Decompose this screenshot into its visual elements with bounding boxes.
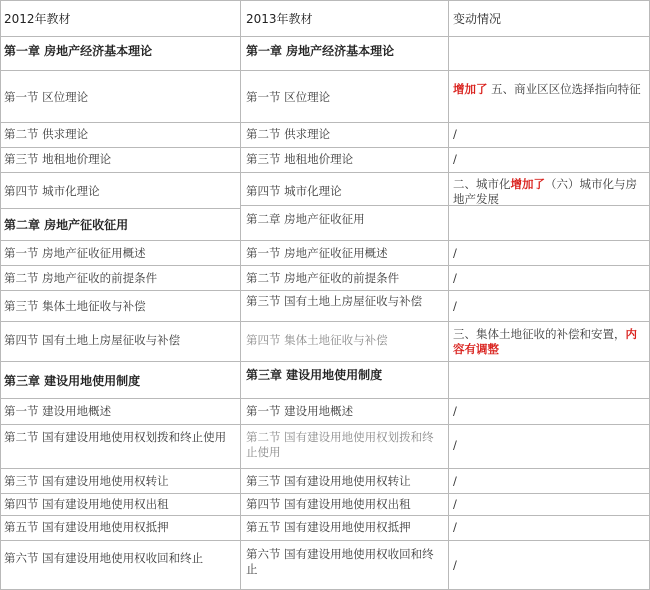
chapter-title: 第三章 建设用地使用制度 bbox=[4, 374, 141, 388]
change-note bbox=[453, 327, 647, 357]
row-divider bbox=[0, 0, 650, 1]
section-2013: 第二节 供求理论 bbox=[246, 127, 331, 141]
change-note: / bbox=[453, 520, 457, 534]
header-2013: 2013年教材 bbox=[246, 12, 313, 26]
change-highlight: 增加了 bbox=[453, 82, 488, 96]
section-2013: 第三节 国有建设用地使用权转让 bbox=[246, 474, 411, 488]
section-2013: 第一节 建设用地概述 bbox=[246, 404, 354, 418]
row-divider bbox=[0, 147, 650, 148]
chapter-title: 第二章 房地产征收征用 bbox=[246, 212, 365, 226]
row-divider bbox=[0, 424, 650, 425]
change-note: / bbox=[453, 474, 457, 488]
change-note: / bbox=[453, 246, 457, 260]
section-2012: 第三节 国有建设用地使用权转让 bbox=[4, 474, 169, 488]
section-2013: 第三节 地租地价理论 bbox=[246, 152, 354, 166]
section-2013: 第二节 国有建设用地使用权划拨和终止使用 bbox=[246, 430, 434, 459]
section-2012: 第四节 国有建设用地使用权出租 bbox=[4, 497, 169, 511]
change-note bbox=[453, 82, 645, 97]
row-divider bbox=[0, 172, 650, 173]
chapter-title: 第一章 房地产经济基本理论 bbox=[4, 44, 153, 58]
section-2013: 第一节 区位理论 bbox=[246, 90, 331, 104]
row-divider bbox=[0, 265, 650, 266]
chapter-title: 第三章 建设用地使用制度 bbox=[246, 368, 383, 382]
section-2012: 第一节 区位理论 bbox=[4, 90, 89, 104]
row-divider bbox=[0, 361, 650, 362]
section-2013: 第六节 国有建设用地使用权收回和终止 bbox=[246, 547, 434, 576]
section-2012: 第三节 集体土地征收与补偿 bbox=[4, 299, 146, 313]
col-divider bbox=[0, 0, 1, 590]
change-text: 三、集体土地征收的补偿和安置， bbox=[453, 327, 626, 341]
row-divider bbox=[0, 493, 650, 494]
section-2012: 第四节 国有土地上房屋征收与补偿 bbox=[4, 333, 181, 347]
change-text: （六）城市化与房地产发展 bbox=[453, 177, 637, 206]
row-divider bbox=[0, 540, 650, 541]
change-note: / bbox=[453, 271, 457, 285]
change-text: 五、商业区区位选择指向特征 bbox=[487, 82, 641, 96]
section-2012: 第一节 房地产征收征用概述 bbox=[4, 246, 146, 260]
section-2012: 第四节 城市化理论 bbox=[4, 184, 100, 198]
section-2013: 第二节 房地产征收的前提条件 bbox=[246, 271, 400, 285]
chapter-title: 第一章 房地产经济基本理论 bbox=[246, 44, 395, 58]
section-2013: 第三节 国有土地上房屋征收与补偿 bbox=[246, 294, 423, 308]
section-2013: 第一节 房地产征收征用概述 bbox=[246, 246, 388, 260]
section-2013: 第四节 城市化理论 bbox=[246, 184, 342, 198]
change-text: 二、城市化 bbox=[453, 177, 511, 191]
row-divider bbox=[0, 290, 650, 291]
row-divider bbox=[0, 70, 650, 71]
change-note: / bbox=[453, 127, 457, 141]
change-note: / bbox=[453, 497, 457, 511]
section-2012: 第五节 国有建设用地使用权抵押 bbox=[4, 520, 169, 534]
col-divider bbox=[240, 0, 241, 590]
header-change: 变动情况 bbox=[453, 12, 502, 26]
section-2012: 第二节 房地产征收的前提条件 bbox=[4, 271, 158, 285]
row-divider bbox=[0, 208, 240, 209]
change-highlight: 增加了 bbox=[510, 177, 545, 191]
section-2012: 第三节 地租地价理论 bbox=[4, 152, 112, 166]
row-divider bbox=[0, 122, 650, 123]
section-2013: 第五节 国有建设用地使用权抵押 bbox=[246, 520, 411, 534]
section-2012: 第六节 国有建设用地使用权收回和终止 bbox=[4, 551, 204, 565]
change-note bbox=[453, 177, 645, 207]
change-note: / bbox=[453, 558, 457, 572]
section-2012: 第二节 供求理论 bbox=[4, 127, 89, 141]
row-divider bbox=[0, 321, 650, 322]
row-divider bbox=[0, 398, 650, 399]
change-note: / bbox=[453, 404, 457, 418]
row-divider bbox=[0, 515, 650, 516]
change-note: / bbox=[453, 299, 457, 313]
header-2012: 2012年教材 bbox=[4, 12, 71, 26]
section-2013: 第四节 国有建设用地使用权出租 bbox=[246, 497, 411, 511]
row-divider bbox=[0, 36, 650, 37]
row-divider bbox=[0, 240, 650, 241]
change-note: / bbox=[453, 438, 457, 452]
chapter-title: 第二章 房地产征收征用 bbox=[4, 218, 129, 232]
change-highlight: 内容有调整 bbox=[453, 327, 637, 356]
change-note: / bbox=[453, 152, 457, 166]
section-2012: 第一节 建设用地概述 bbox=[4, 404, 112, 418]
section-2012: 第二节 国有建设用地使用权划拨和终止使用 bbox=[4, 430, 227, 444]
col-divider bbox=[448, 0, 449, 590]
section-2013: 第四节 集体土地征收与补偿 bbox=[246, 333, 388, 347]
row-divider bbox=[0, 468, 650, 469]
